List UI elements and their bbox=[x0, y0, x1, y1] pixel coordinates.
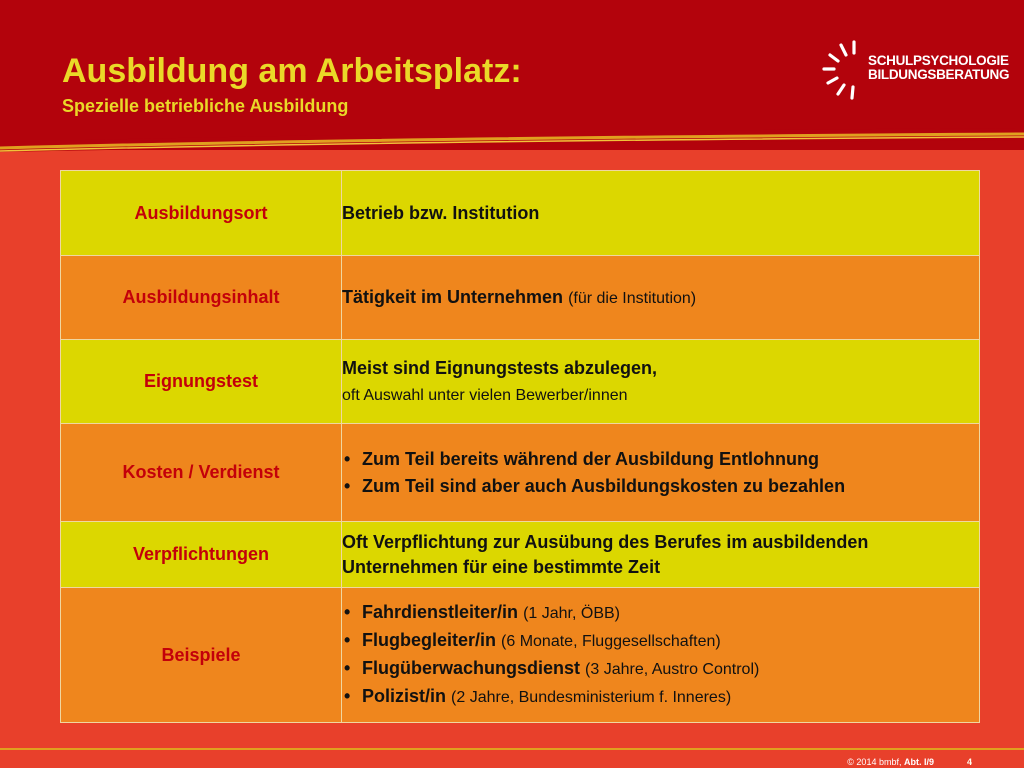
table-row bbox=[61, 522, 980, 588]
example-list bbox=[342, 601, 979, 709]
page-number: 4 bbox=[966, 757, 972, 767]
footer-copyright bbox=[847, 757, 934, 767]
row-label: Ausbildungsort bbox=[61, 171, 342, 256]
table-row bbox=[61, 340, 980, 424]
row-value-main: Tätigkeit im Unternehmen bbox=[342, 287, 564, 307]
logo-line-2: BILDUNGSBERATUNG bbox=[868, 67, 1010, 82]
row-label: Ausbildungsinhalt bbox=[61, 256, 342, 340]
schulpsychologie-logo bbox=[818, 36, 1008, 104]
example-note: (3 Jahre, Austro Control) bbox=[585, 661, 760, 678]
bullet-list bbox=[342, 448, 979, 498]
row-value bbox=[342, 340, 980, 424]
row-label: Beispiele bbox=[61, 588, 342, 723]
example-note: (2 Jahre, Bundesministerium f. Inneres) bbox=[451, 689, 732, 706]
example-title: Flugüberwachungsdienst bbox=[362, 658, 581, 678]
table-row bbox=[61, 588, 980, 723]
list-item bbox=[342, 601, 979, 625]
header-wave-decoration bbox=[0, 128, 1024, 168]
list-item bbox=[342, 685, 979, 709]
row-value bbox=[342, 424, 980, 522]
list-item bbox=[342, 629, 979, 653]
row-label: Eignungstest bbox=[61, 340, 342, 424]
info-table bbox=[60, 170, 980, 723]
row-value-line2: oft Auswahl unter vielen Bewerber/innen bbox=[342, 387, 628, 404]
table-row bbox=[61, 171, 980, 256]
logo-line-1: SCHULPSYCHOLOGIE bbox=[868, 53, 1009, 68]
sunburst-logo-icon bbox=[818, 36, 866, 104]
footer-copyright-text: © 2014 bmbf, bbox=[847, 757, 902, 767]
row-value: Betrieb bzw. Institution bbox=[342, 171, 980, 256]
row-value bbox=[342, 256, 980, 340]
example-title: Flugbegleiter/in bbox=[362, 630, 497, 650]
row-value bbox=[342, 588, 980, 723]
footer-dept: Abt. I/9 bbox=[903, 757, 934, 767]
page-title: Ausbildung am Arbeitsplatz: bbox=[62, 52, 522, 90]
example-title: Polizist/in bbox=[362, 686, 447, 706]
list-item: • Zum Teil sind aber auch Ausbildungskosten zu bezahlen bbox=[342, 475, 979, 498]
page-subtitle: Spezielle betriebliche Ausbildung bbox=[62, 96, 349, 116]
example-note: (1 Jahr, ÖBB) bbox=[523, 605, 620, 622]
list-item: • Zum Teil bereits während der Ausbildung Entlohnung bbox=[342, 448, 979, 471]
table-row bbox=[61, 256, 980, 340]
example-title: Fahrdienstleiter/in bbox=[362, 602, 519, 622]
row-value-main: Meist sind Eignungstests abzulegen, bbox=[342, 358, 658, 378]
row-value-note: (für die Institution) bbox=[568, 290, 697, 307]
row-label: Kosten / Verdienst bbox=[61, 424, 342, 522]
list-item bbox=[342, 657, 979, 681]
row-label: Verpflichtungen bbox=[61, 522, 342, 588]
table-row bbox=[61, 424, 980, 522]
example-note: (6 Monate, Fluggesellschaften) bbox=[501, 633, 721, 650]
row-value: Oft Verpflichtung zur Ausübung des Berufes im ausbildenden Unternehmen für eine bestimmte Zeit bbox=[342, 522, 980, 588]
